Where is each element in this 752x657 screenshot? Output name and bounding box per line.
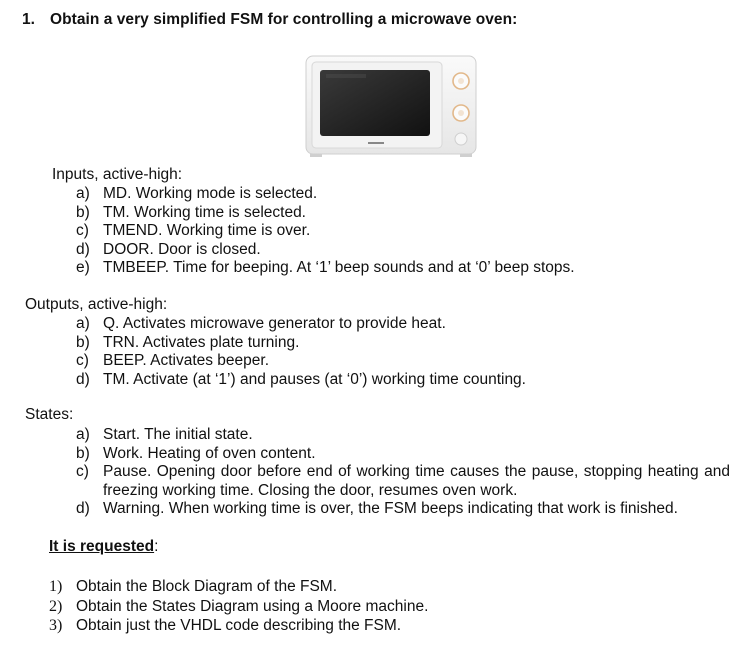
requested-heading: It is requested: — [49, 538, 159, 555]
requested-label: It is requested — [49, 538, 155, 555]
question-text: Obtain a very simplified FSM for controlling a microwave oven: — [50, 11, 518, 28]
list-item: a) Q. Activates microwave generator to provide heat. — [76, 315, 446, 332]
question-number: 1. — [22, 11, 36, 28]
list-item: 3) Obtain just the VHDL code describing the FSM. — [49, 617, 402, 634]
inputs-heading: Inputs, active-high: — [52, 166, 183, 183]
list-item: c) BEEP. Activates beeper. — [76, 352, 270, 370]
door-release-button — [455, 133, 467, 145]
outputs-list — [76, 315, 716, 389]
states-list — [76, 426, 730, 519]
list-item: b) TRN. Activates plate turning. — [76, 333, 300, 351]
list-item: d) TM. Activate (at ‘1’) and pauses (at ‘0’) working time counting. — [76, 370, 526, 388]
inputs-list — [76, 185, 716, 278]
list-item: 2) Obtain the States Diagram using a Moore machine. — [49, 597, 429, 615]
list-item: e) TMBEEP. Time for beeping. At ‘1’ beep sounds and at ‘0’ beep stops. — [76, 259, 575, 277]
list-item: c) TMEND. Working time is over. — [76, 222, 311, 240]
microwave-oven-image — [304, 52, 480, 160]
states-heading: States: — [25, 406, 74, 423]
list-item: 1) Obtain the Block Diagram of the FSM. — [49, 578, 338, 595]
list-item: b) Work. Heating of oven content. — [76, 444, 316, 462]
list-item: a) MD. Working mode is selected. — [76, 185, 318, 202]
question-title — [22, 11, 517, 29]
oven-window — [320, 70, 430, 136]
list-item: c) Pause. Opening door before end of working time causes the pause, stopping heating and freezing working time. Closing the door, resumes oven work. — [76, 463, 730, 499]
list-item: a) Start. The initial state. — [76, 426, 253, 443]
outputs-heading: Outputs, active-high: — [25, 296, 168, 313]
requested-list — [49, 577, 709, 636]
list-item: d) DOOR. Door is closed. — [76, 240, 261, 258]
list-item: d) Warning. When working time is over, the FSM beeps indicating that work is finished. — [76, 500, 678, 518]
brand-label — [368, 142, 384, 144]
list-item: b) TM. Working time is selected. — [76, 203, 306, 221]
